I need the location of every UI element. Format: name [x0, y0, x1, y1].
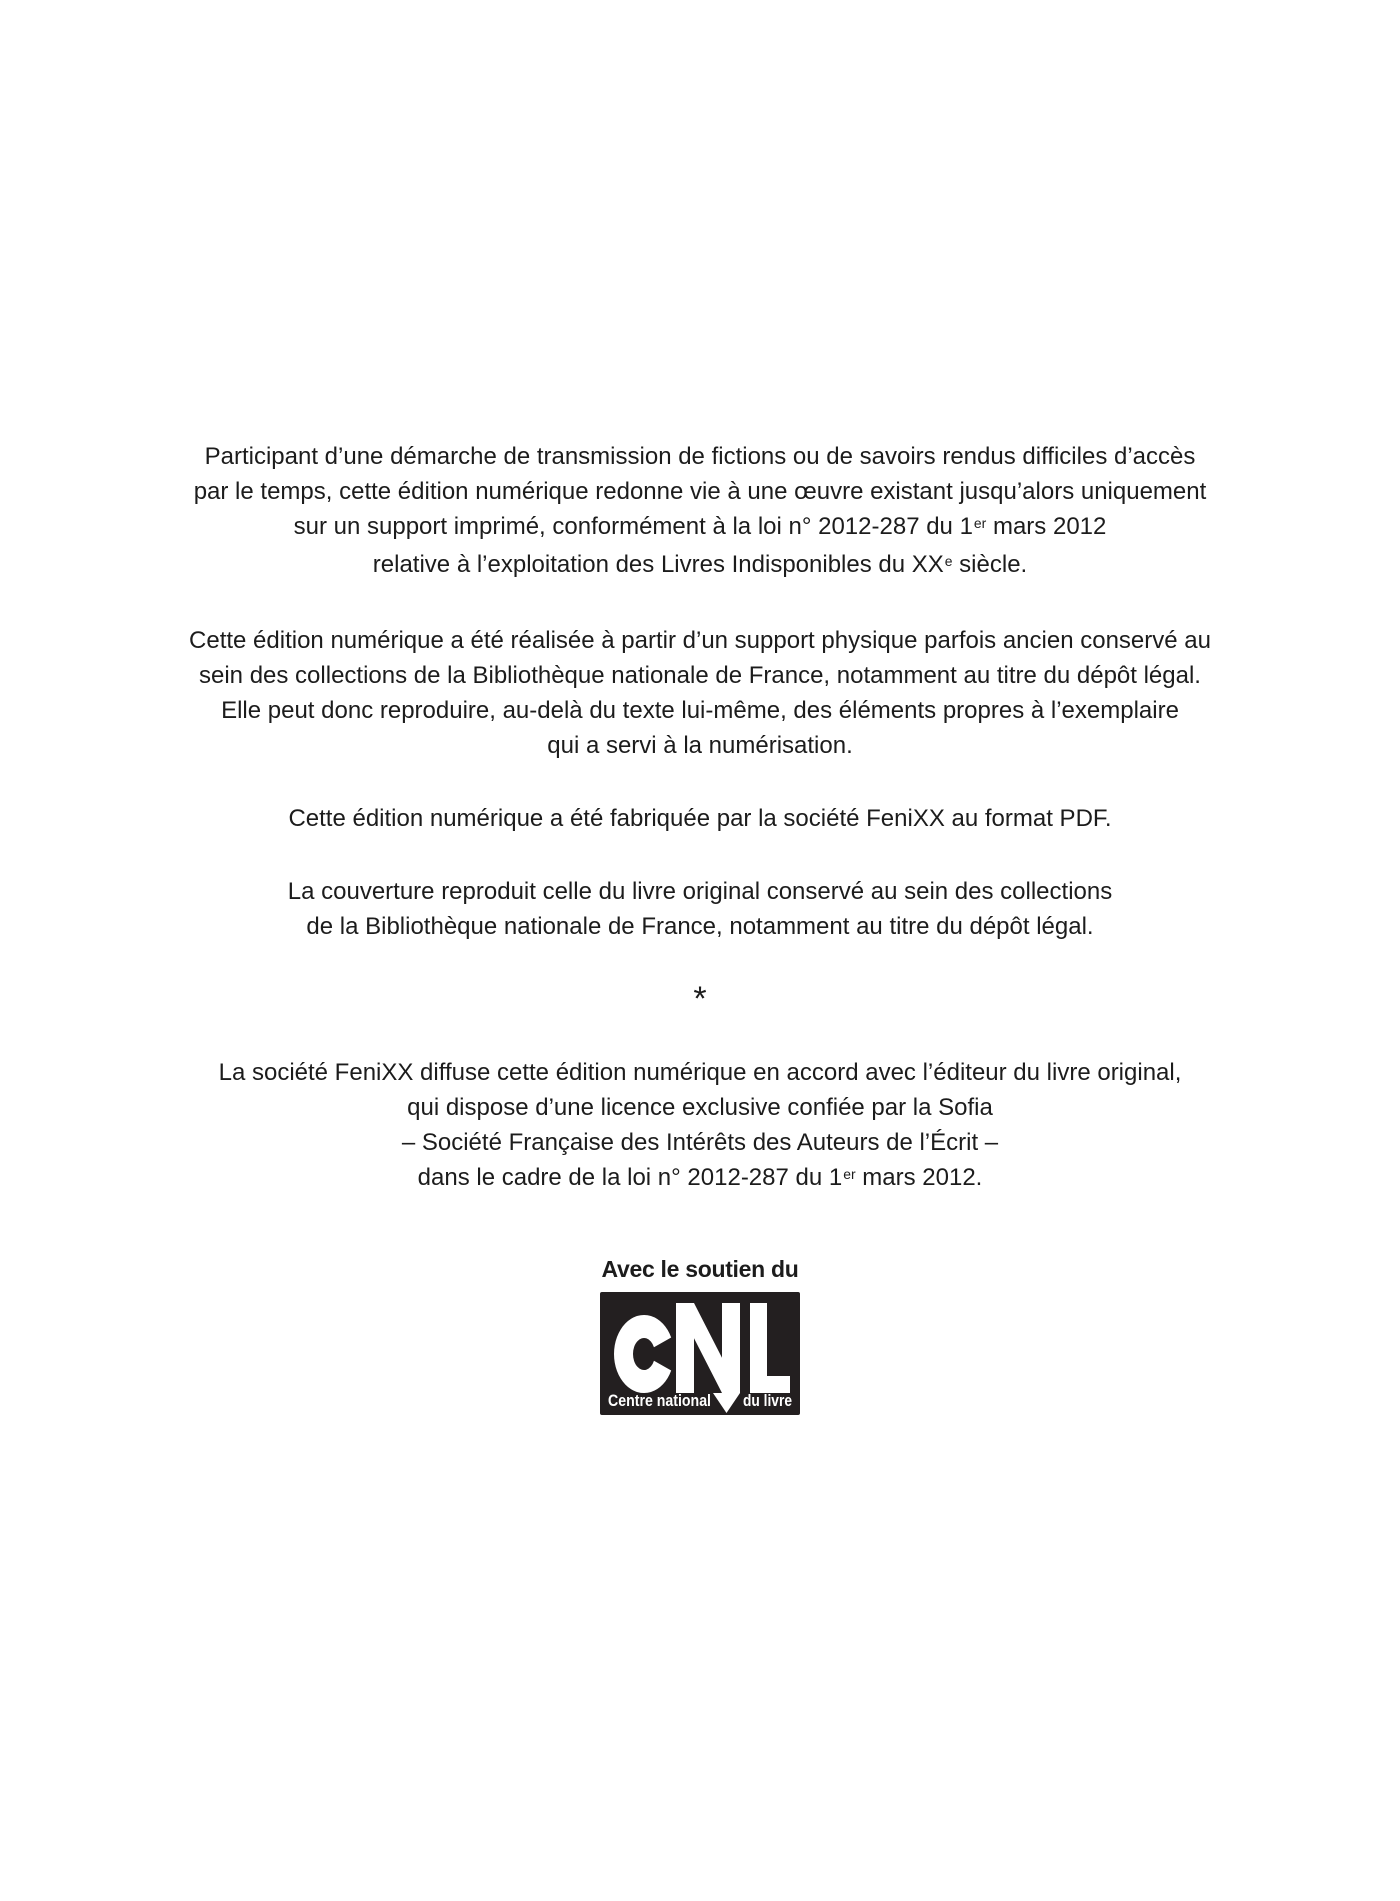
superscript: er — [843, 1166, 856, 1183]
superscript: er — [973, 515, 987, 532]
text-line: – Société Française des Intérêts des Auteurs de l’Écrit – — [401, 1129, 999, 1156]
paragraph-diffusion — [0, 1055, 1400, 1198]
text-line: * — [693, 980, 707, 1018]
cnl-captions — [608, 1391, 792, 1410]
text-line: qui a servi à la numérisation. — [547, 732, 853, 759]
text-line: qui dispose d’une licence exclusive confiée par la Sofia — [407, 1094, 993, 1121]
paragraph-transmission — [0, 439, 1400, 585]
superscript: e — [944, 553, 953, 570]
paragraph-realisation — [0, 623, 1400, 763]
text-line: de la Bibliothèque nationale de France, notamment au titre du dépôt légal. — [306, 913, 1094, 940]
cnl-caption-left: Centre national — [608, 1391, 711, 1410]
paragraph-fabrication — [0, 801, 1400, 836]
cnl-logo-graphic — [600, 1292, 800, 1415]
cnl-caption-right: du livre — [743, 1391, 792, 1410]
text-line: La société FeniXX diffuse cette édition numérique en accord avec l’éditeur du livre original, — [218, 1059, 1182, 1086]
text-line: Cette édition numérique a été fabriquée par la société FeniXX au format PDF. — [288, 805, 1112, 832]
paragraph-couverture — [0, 874, 1400, 944]
text-line: Participant d’une démarche de transmission de fictions ou de savoirs rendus difficiles d’accès — [204, 443, 1196, 470]
text-line: Cette édition numérique a été réalisée à partir d’un support physique parfois ancien conservé au — [189, 627, 1211, 654]
text-line: sein des collections de la Bibliothèque nationale de France, notamment au titre du dépôt légal. — [199, 662, 1201, 689]
support-label: Avec le soutien du — [601, 1256, 799, 1282]
text-line: relative à l’exploitation des Livres Indisponibles du XXe siècle. — [372, 551, 1028, 578]
text-line: par le temps, cette édition numérique redonne vie à une œuvre existant jusqu’alors uniquement — [193, 478, 1207, 505]
support-section — [0, 1256, 1400, 1415]
text-line: sur un support imprimé, conformément à la loi n° 2012-287 du 1er mars 2012 — [293, 513, 1107, 540]
cnl-logo — [0, 1292, 1400, 1415]
paragraph-separator — [0, 982, 1400, 1017]
text-line: Elle peut donc reproduire, au-delà du texte lui-même, des éléments propres à l’exemplaire — [221, 697, 1179, 724]
text-line: La couverture reproduit celle du livre original conservé au sein des collections — [287, 878, 1113, 905]
text-line: dans le cadre de la loi n° 2012-287 du 1er mars 2012. — [417, 1164, 983, 1191]
